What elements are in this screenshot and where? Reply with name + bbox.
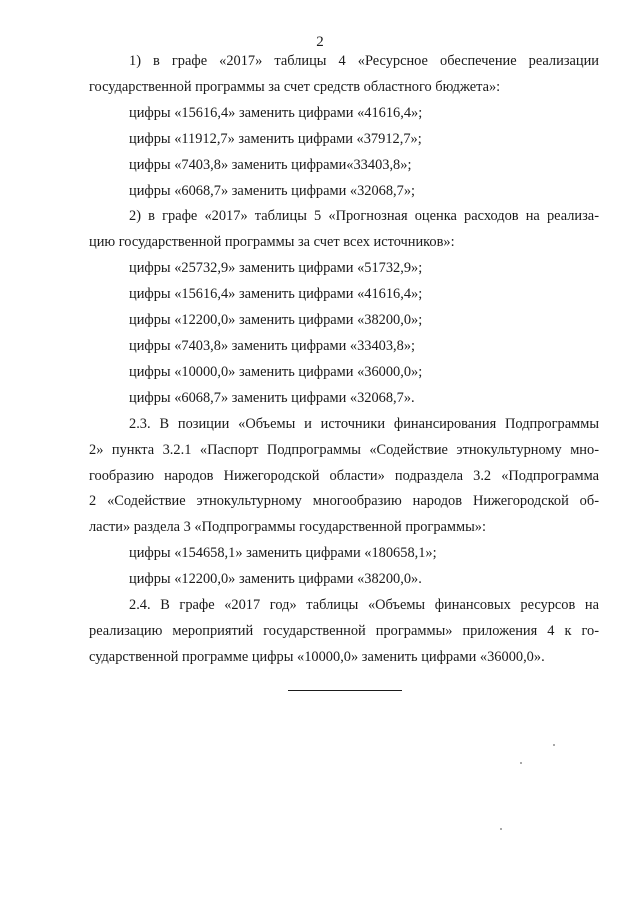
page-number: 2: [316, 34, 324, 50]
paragraph-line: 2.4. В графе «2017 год» таблицы «Объемы финансовых ресурсов на: [129, 597, 599, 614]
replacement-line: цифры «15616,4» заменить цифрами «41616,4»;: [129, 286, 423, 303]
scan-speck: [520, 762, 522, 764]
paragraph-line: 1) в графе «2017» таблицы 4 «Ресурсное обеспечение реализации: [129, 53, 599, 69]
replacement-line: цифры «6068,7» заменить цифрами «32068,7»;: [129, 182, 416, 199]
replacement-line: цифры «25732,9» заменить цифрами «51732,9»;: [129, 260, 423, 277]
replacement-line: цифры «7403,8» заменить цифрами «33403,8»;: [129, 337, 416, 354]
replacement-line: цифры «11912,7» заменить цифрами «37912,7»;: [129, 130, 422, 147]
paragraph-line: 2) в графе «2017» таблицы 5 «Прогнозная оценка расходов на реализа-: [129, 208, 599, 225]
paragraph-line: 2.3. В позиции «Объемы и источники финансирования Подпрограммы: [129, 415, 599, 432]
replacement-line: цифры «12200,0» заменить цифрами «38200,0»;: [129, 312, 423, 329]
document-body: [89, 49, 599, 671]
scan-speck: [553, 744, 555, 746]
paragraph-line: 2 «Содействие этнокультурному многообразию народов Нижегородской об-: [89, 493, 599, 510]
paragraph-line: 2» пункта 3.2.1 «Паспорт Подпрограммы «Содействие этнокультурному мно-: [89, 441, 599, 458]
paragraph-line: гообразию народов Нижегородской области» подраздела 3.2 «Подпрограмма: [89, 467, 599, 484]
closing-divider: [288, 690, 402, 691]
paragraph-line: цию государственной программы за счет всех источников»:: [89, 234, 455, 251]
paragraph-line: реализацию мероприятий государственной программы» приложения 4 к го-: [89, 622, 599, 639]
scan-speck: [500, 828, 502, 830]
paragraph-line: государственной программы за счет средств областного бюджета»:: [89, 78, 501, 95]
replacement-line: цифры «7403,8» заменить цифрами«33403,8»;: [129, 156, 412, 173]
paragraph-line: сударственной программе цифры «10000,0» заменить цифрами «36000,0».: [89, 648, 545, 665]
replacement-line: цифры «154658,1» заменить цифрами «180658,1»;: [129, 545, 437, 562]
paragraph-line: ласти» раздела 3 «Подпрограммы государственной программы»:: [89, 519, 486, 536]
replacement-line: цифры «6068,7» заменить цифрами «32068,7».: [129, 389, 415, 406]
replacement-line: цифры «12200,0» заменить цифрами «38200,0».: [129, 571, 422, 588]
replacement-line: цифры «15616,4» заменить цифрами «41616,4»;: [129, 104, 423, 121]
replacement-line: цифры «10000,0» заменить цифрами «36000,0»;: [129, 363, 423, 380]
